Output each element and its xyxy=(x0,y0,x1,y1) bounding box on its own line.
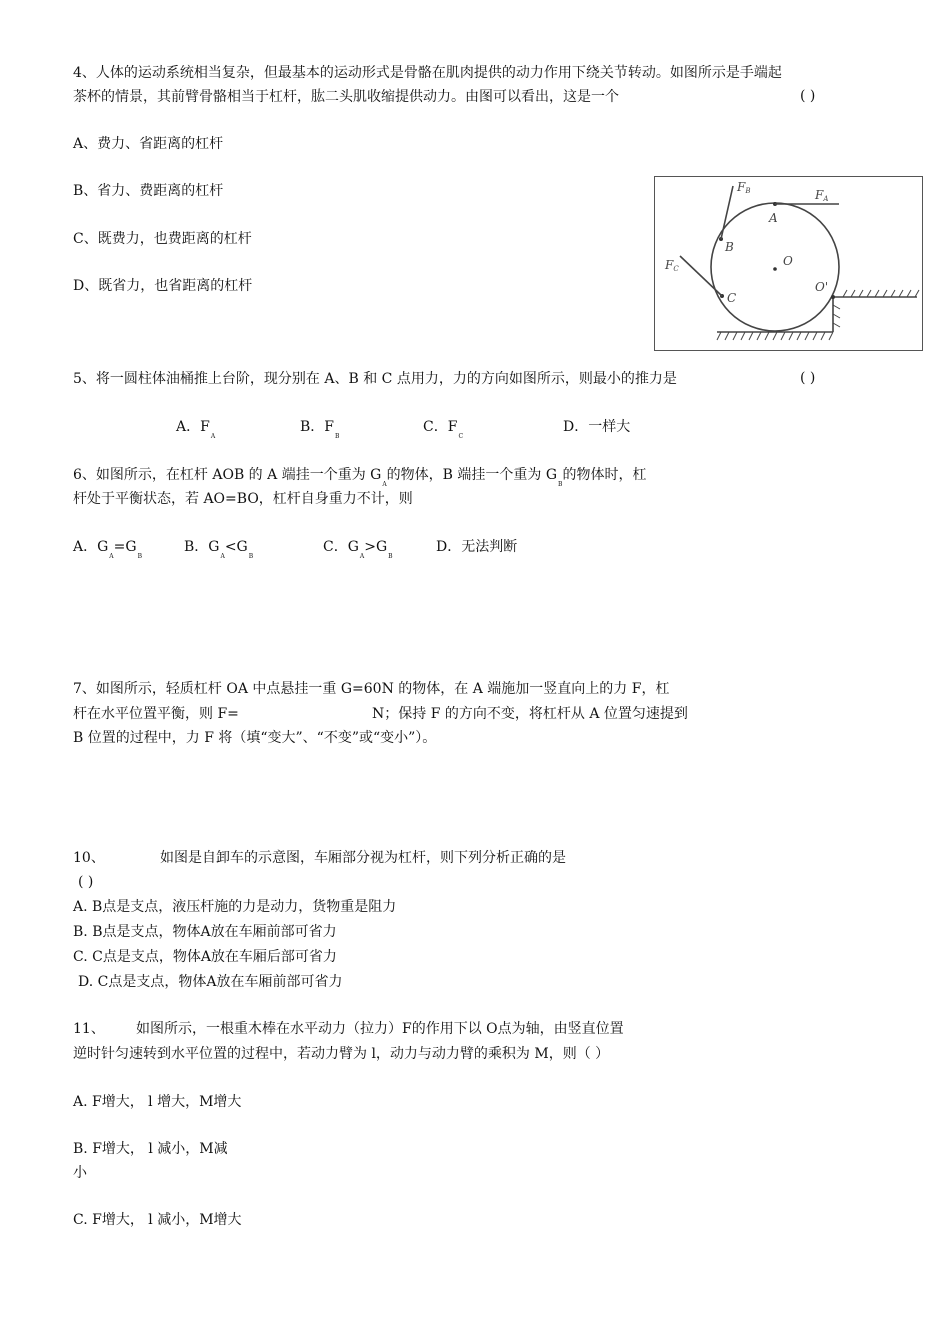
q10-option-b: B. B点是支点，物体A放在车厢前部可省力 xyxy=(73,924,337,940)
q5-option-b: B．$F_B$ xyxy=(300,419,340,440)
cylinder-step-figure xyxy=(654,176,923,351)
q7-stem-line3: B 位置的过程中，力 F 将（填“变大”、“不变”或“变小”）。 xyxy=(73,730,437,746)
q11-stem-line1: 如图所示，一根重木棒在水平动力（拉力）F的作用下以 O点为轴，由竖直位置 xyxy=(136,1021,624,1037)
q5-stem: 5、将一圆柱体油桶推上台阶，现分别在 A、B 和 C 点用力，力的方向如图所示，则最小的推力是 xyxy=(73,371,677,387)
q11-number: 11、 xyxy=(73,1021,105,1037)
cylinder-diagram xyxy=(655,177,922,350)
q11-option-c: C. F增大， l 减小，M增大 xyxy=(73,1212,242,1228)
q10-option-d: D. C点是支点，物体A放在车厢前部可省力 xyxy=(78,974,343,990)
q5-option-a: A．$F_A$ xyxy=(176,419,216,440)
label-b: B xyxy=(725,240,734,254)
q11-stem-line2: 逆时针匀速转到水平位置的过程中，若动力臂为 l，动力与动力臂的乘积为 M，则（ ） xyxy=(73,1046,610,1062)
label-fc: FC xyxy=(665,258,679,273)
label-o: O xyxy=(783,254,793,268)
q5-answer-paren: ( ) xyxy=(800,370,816,386)
label-c: C xyxy=(727,291,737,305)
q5-option-d: D．一样大 xyxy=(563,419,631,435)
label-a: A xyxy=(769,211,778,225)
step-outline xyxy=(833,297,917,332)
q7-stem-line1: 7、如图所示，轻质杠杆 OA 中点悬挂一重 G=60N 的物体，在 A 端施加一竖直向上的力 F，杠 xyxy=(73,681,670,697)
step-hatch xyxy=(833,290,919,327)
label-o-prime: O' xyxy=(815,280,829,294)
label-fb: FB xyxy=(737,180,751,195)
q6-stem-line1: 6、如图所示，在杠杆 AOB 的 A 端挂一个重为 $G_A$的物体，B 端挂一个重为 $G_B$的物体时，杠 xyxy=(73,467,647,488)
q4-stem-line2: 茶杯的情景，其前臂骨骼相当于杠杆，肱二头肌收缩提供动力。由图可以看出，这是一个 xyxy=(73,89,619,105)
label-fa: FA xyxy=(815,188,829,203)
q4-stem-line1: 4、人体的运动系统相当复杂，但最基本的运动形式是骨骼在肌肉提供的动力作用下绕关节转动。如图所示是手端起 xyxy=(73,65,782,81)
force-fb-line xyxy=(721,186,733,239)
q6-option-b: B．$G_A<G_B$ xyxy=(184,539,254,560)
q6-option-d: D．无法判断 xyxy=(436,539,518,555)
q5-option-c: C．$F_C$ xyxy=(423,419,464,440)
q6-option-c: C．$G_A>G_B$ xyxy=(323,539,393,560)
q4-option-d: D、既省力，也省距离的杠杆 xyxy=(73,278,253,294)
q10-answer-paren: ( ) xyxy=(78,874,94,890)
q10-option-a: A. B点是支点，液压杆施的力是动力，货物重是阻力 xyxy=(73,899,397,915)
q6-option-a: A．$G_A=G_B$ xyxy=(73,539,142,560)
q11-option-b-cont: 小 xyxy=(73,1165,87,1181)
center-point xyxy=(773,267,777,271)
q10-stem: 如图是自卸车的示意图，车厢部分视为杠杆，则下列分析正确的是 xyxy=(160,850,566,866)
q11-option-a: A. F增大， l 增大，M增大 xyxy=(73,1094,242,1110)
q4-option-c: C、既费力，也费距离的杠杆 xyxy=(73,231,252,247)
ground-hatch xyxy=(717,332,833,340)
q6-stem-line2: 杆处于平衡状态，若 AO=BO，杠杆自身重力不计，则 xyxy=(73,491,413,507)
point-o-prime xyxy=(831,295,835,299)
q7-stem-line2-b: N；保持 F 的方向不变，将杠杆从 A 位置匀速提到 xyxy=(372,706,688,722)
q7-stem-line2-a: 杆在水平位置平衡，则 F= xyxy=(73,706,239,722)
q4-option-b: B、省力、费距离的杠杆 xyxy=(73,183,224,199)
q10-option-c: C. C点是支点，物体A放在车厢后部可省力 xyxy=(73,949,337,965)
force-fc-line xyxy=(680,256,722,296)
q4-answer-paren: ( ) xyxy=(800,88,816,104)
q4-option-a: A、费力、省距离的杠杆 xyxy=(73,136,224,152)
q11-option-b: B. F增大， l 减小，M减 xyxy=(73,1141,228,1157)
q10-number: 10、 xyxy=(73,850,105,866)
